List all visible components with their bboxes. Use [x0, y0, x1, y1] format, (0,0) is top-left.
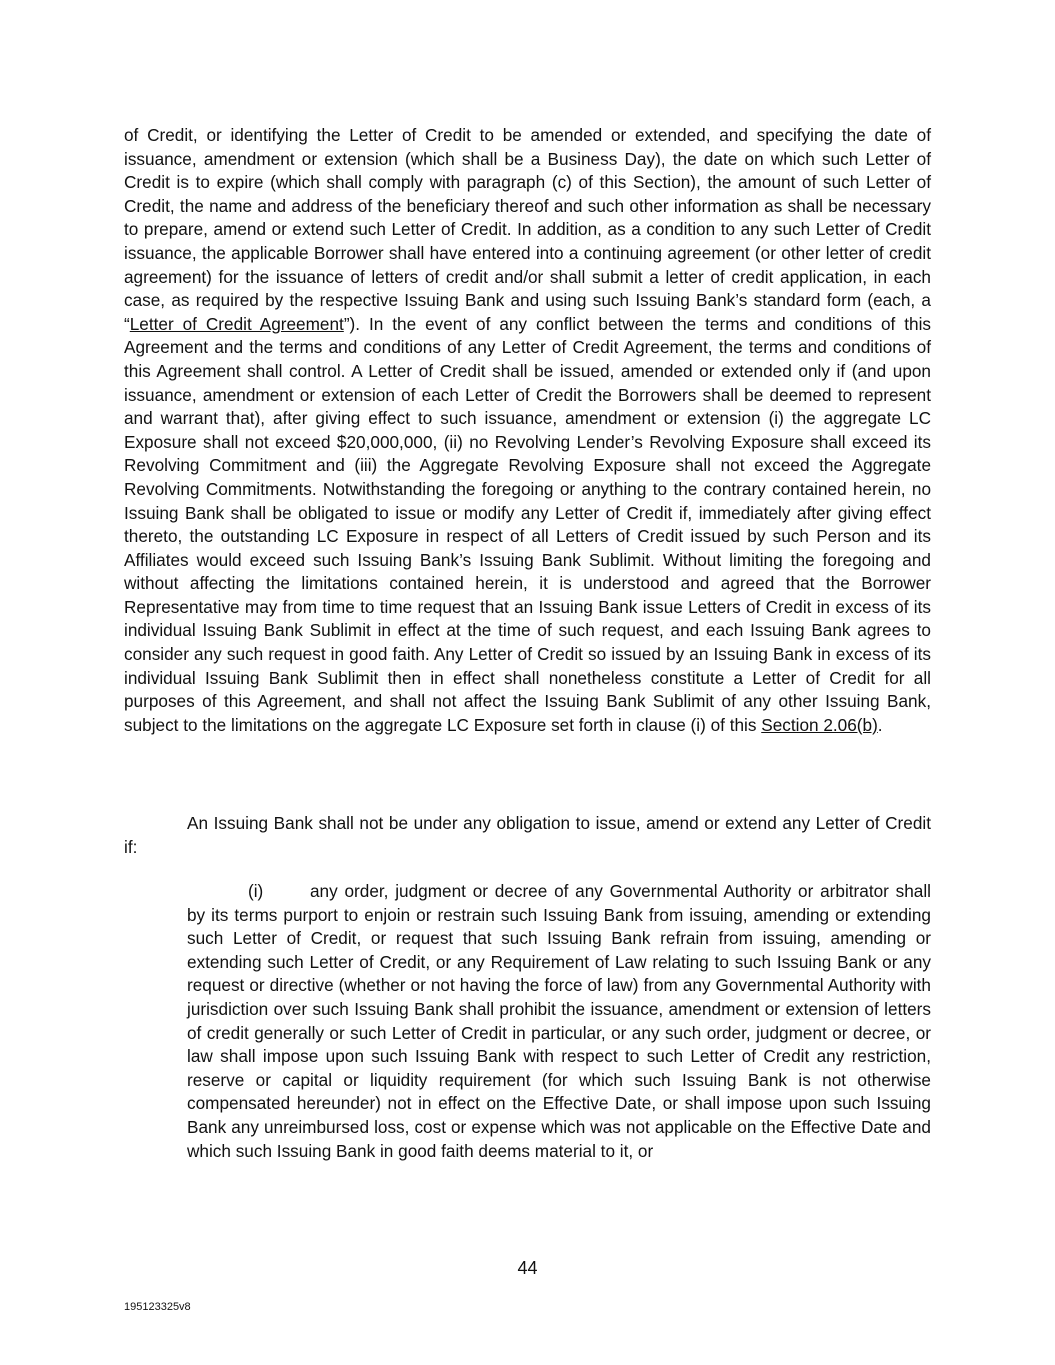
- paragraph-text-part-c: .: [877, 714, 883, 735]
- paragraph-text: An Issuing Bank shall not be under any obligation to issue, amend or extend any Letter of Credit if:: [124, 813, 931, 857]
- document-id: 195123325v8: [124, 1301, 191, 1313]
- clause-number: (i): [248, 881, 264, 901]
- body-paragraph-letter-of-credit-request: [124, 124, 931, 737]
- paragraph-text-part-a: of Credit, or identifying the Letter of Credit to be amended or extended, and specifying the date of issuance, amendment or extension (which shall be a Business Day), the date on which such Letter of Credit is to expire (which shall comply with paragraph (c) of this Section), the amount of such Letter of Credit, the name and address of the beneficiary thereof and such other information as shall be necessary to prepare, amend or extend such Letter of Credit. In addition, as a condition to any such Letter of Credit issuance, the applicable Borrower shall have entered into a continuing agreement (or other letter of credit agreement) for the issuance of letters of credit and/or shall submit a letter of credit application, in each case, as required by the respective Issuing Bank and using such Issuing Bank’s standard form (each, a “: [124, 125, 931, 334]
- paragraph-text-part-b: ”). In the event of any conflict between the terms and conditions of this Agreement and the terms and conditions of any Letter of Credit Agreement, the terms and conditions of this Agreement shall control. A Letter of Credit shall be issued, amended or extended only if (and upon issuance, amendment or extension of each Letter of Credit the Borrowers shall be deemed to represent and warrant that), after giving effect to such issuance, amendment or extension (i) the aggregate LC Exposure shall not exceed $20,000,000, (ii) no Revolving Lender’s Revolving Exposure shall exceed its Revolving Commitment and (iii) the Aggregate Revolving Exposure shall not exceed the Aggregate Revolving Commitments. Notwithstanding the foregoing or anything to the contrary contained herein, no Issuing Bank shall be obligated to issue or modify any Letter of Credit if, immediately after giving effect thereto, the outstanding LC Exposure in respect of all Letters of Credit issued by such Person and its Affiliates would exceed such Issuing Bank’s Issuing Bank Sublimit. Without limiting the foregoing and without affecting the limitations contained herein, it is understood and agreed that the Borrower Representative may from time to time request that an Issuing Bank issue Letters of Credit in excess of its individual Issuing Bank Sublimit in effect at the time of such request, and each Issuing Bank agrees to consider any such request in good faith. Any Letter of Credit so issued by an Issuing Bank in excess of its individual Issuing Bank Sublimit then in effect shall nonetheless constitute a Letter of Credit for all purposes of this Agreement, and shall not affect the Issuing Bank Sublimit of any other Issuing Bank, subject to the limitations on the aggregate LC Exposure set forth in clause (i) of this: [124, 313, 932, 735]
- defined-term-letter-of-credit-agreement: Letter of Credit Agreement: [129, 313, 344, 334]
- section-reference-link: Section 2.06(b): [761, 714, 878, 735]
- body-paragraph-issuing-bank-obligation: [124, 812, 931, 859]
- clause-text: any order, judgment or decree of any Governmental Authority or arbitrator shall by its terms purport to enjoin or restrain such Issuing Bank from issuing, amending or extending such Letter of Credit, or request that such Issuing Bank refrain from issuing, amending or extending such Letter of Credit, or any Requirement of Law relating to such Issuing Bank or any request or directive (whether or not having the force of law) from any Governmental Authority with jurisdiction over such Issuing Bank shall prohibit the issuance, amendment or extension of letters of credit generally or such Letter of Credit in particular, or any such order, judgment or decree, or law shall impose upon such Issuing Bank with respect to such Letter of Credit any restriction, reserve or capital or liquidity requirement (for which such Issuing Bank is not otherwise compensated hereunder) not in effect on the Effective Date, or shall impose upon such Issuing Bank any unreimbursed loss, cost or expense which was not applicable on the Effective Date and which such Issuing Bank in good faith deems material to it, or: [187, 881, 931, 1161]
- page-number: 44: [517, 1258, 538, 1278]
- clause-i-paragraph: [187, 880, 931, 1163]
